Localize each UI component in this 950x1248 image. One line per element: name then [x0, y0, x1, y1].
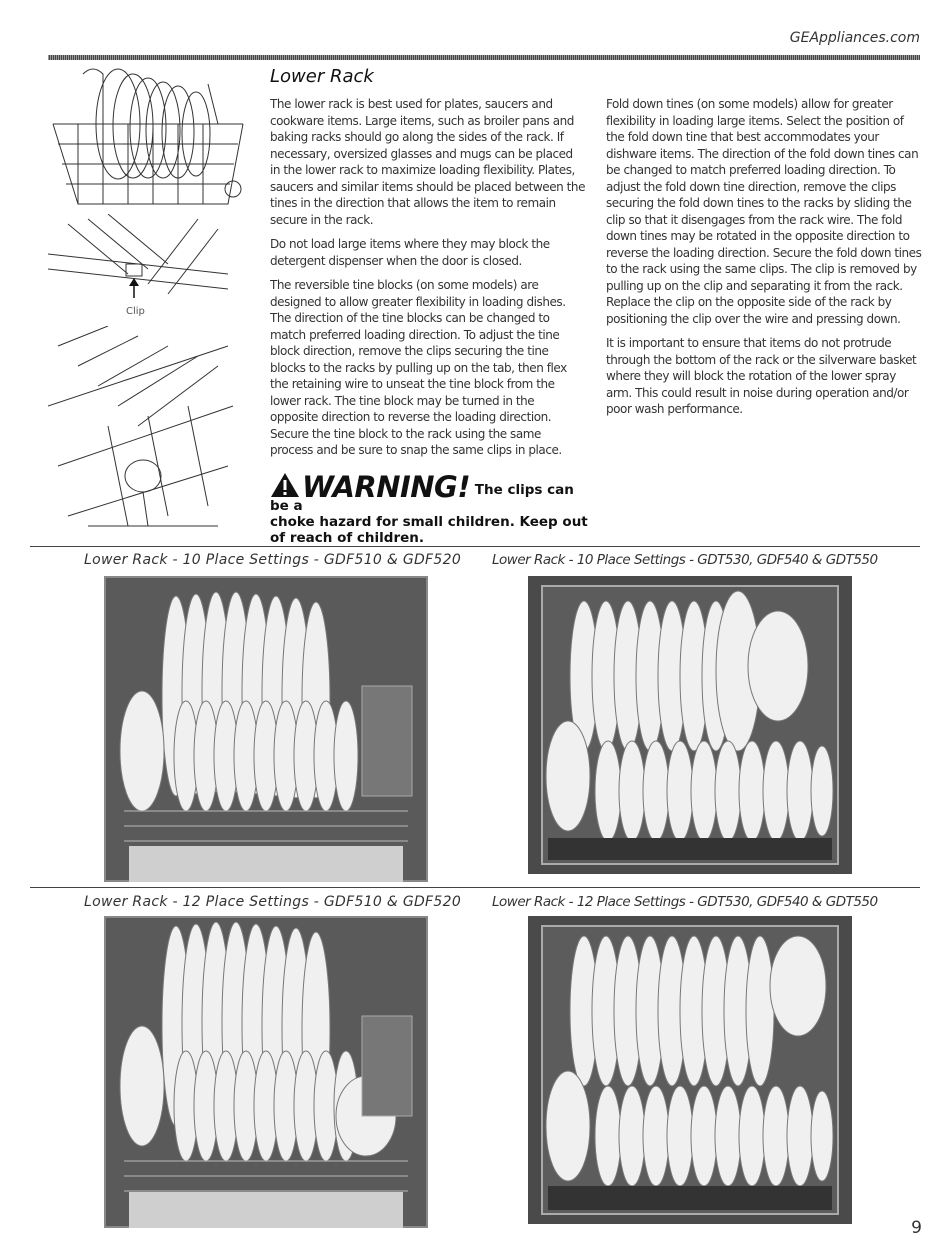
rack-illustration-top: [48, 64, 248, 212]
rack-photo: [104, 576, 428, 882]
warning-block: [270, 472, 590, 546]
clip-label: Clip: [126, 306, 145, 317]
divider: [30, 546, 920, 547]
rack-photo: [528, 916, 852, 1224]
paragraph: Do not load large items where they may block the detergent dispenser when the door is closed.: [270, 237, 550, 268]
figure-caption: Lower Rack - 12 Place Settings - GDF510 & GDF520: [84, 894, 462, 910]
page-number: 9: [911, 1218, 922, 1238]
text-column-right: [606, 96, 924, 426]
rack-photo: [528, 576, 852, 874]
figure-caption: Lower Rack - 12 Place Settings - GDT530, GDF540 & GDT550: [492, 894, 878, 910]
warning-lead: The clips can be a: [270, 482, 574, 514]
site-url: GEAppliances.com: [789, 30, 920, 46]
text-column-left: [270, 96, 585, 467]
figure-caption: Lower Rack - 10 Place Settings - GDF510 & GDF520: [84, 552, 462, 568]
clip-illustration: [48, 214, 228, 310]
section-title: Lower Rack: [270, 66, 374, 87]
paragraph: The reversible tine blocks (on some models) are designed to allow greater flexibility in loading dishes. The direction of the tine blocks can be changed to match preferred loading direction. To adjust the tine block direction, remove the clips securing the tine blocks to the racks by pulling up on the tab, then flex the retaining wire to unseat the tine block from the lower rack. The tine block may be turned in the opposite direction to reverse the loading direction. Secure the tine block to the rack using the same process and be sure to snap the same clips in place.: [270, 278, 567, 457]
figure-caption: Lower Rack - 10 Place Settings - GDT530, GDF540 & GDT550: [492, 552, 878, 568]
rack-photo: [104, 916, 428, 1228]
header-rule: [48, 55, 920, 60]
tine-block-illustration: [48, 326, 238, 538]
warning-text: choke hazard for small children. Keep out of reach of children.: [270, 514, 588, 546]
warning-word: WARNING!: [302, 470, 471, 504]
paragraph: Fold down tines (on some models) allow for greater flexibility in loading large items. Select the position of the fold down tine that best accommodates your dishware items. The direction of the fold down tines can be changed to match preferred loading direction. To adjust the fold down tine direction, remove the clips securing the fold down tines to the racks by sliding the clip so that it disengages from the rack wire. The fold down tines may be rotated in the opposite direction to reverse the loading direction. Secure the fold down tines to the rack using the same clips. The clip is removed by pulling up on the clip and separating it from the rack. Replace the clip on the opposite side of the rack by positioning the clip over the wire and pressing down.: [606, 97, 922, 326]
paragraph: The lower rack is best used for plates, saucers and cookware items. Large items, such as broiler pans and baking racks should go along the sides of the rack. If necessary, oversized glasses and mugs can be placed in the lower rack to maximize loading flexibility. Plates, saucers and similar items should be placed between the tines in the direction that allows the item to remain secure in the rack.: [270, 97, 586, 227]
paragraph: It is important to ensure that items do not protrude through the bottom of the rack or the silverware basket where they will block the rotation of the lower spray arm. This could result in noise during operation and/or poor wash performance.: [606, 336, 917, 416]
divider: [30, 887, 920, 888]
warning-triangle-icon: [270, 472, 300, 498]
